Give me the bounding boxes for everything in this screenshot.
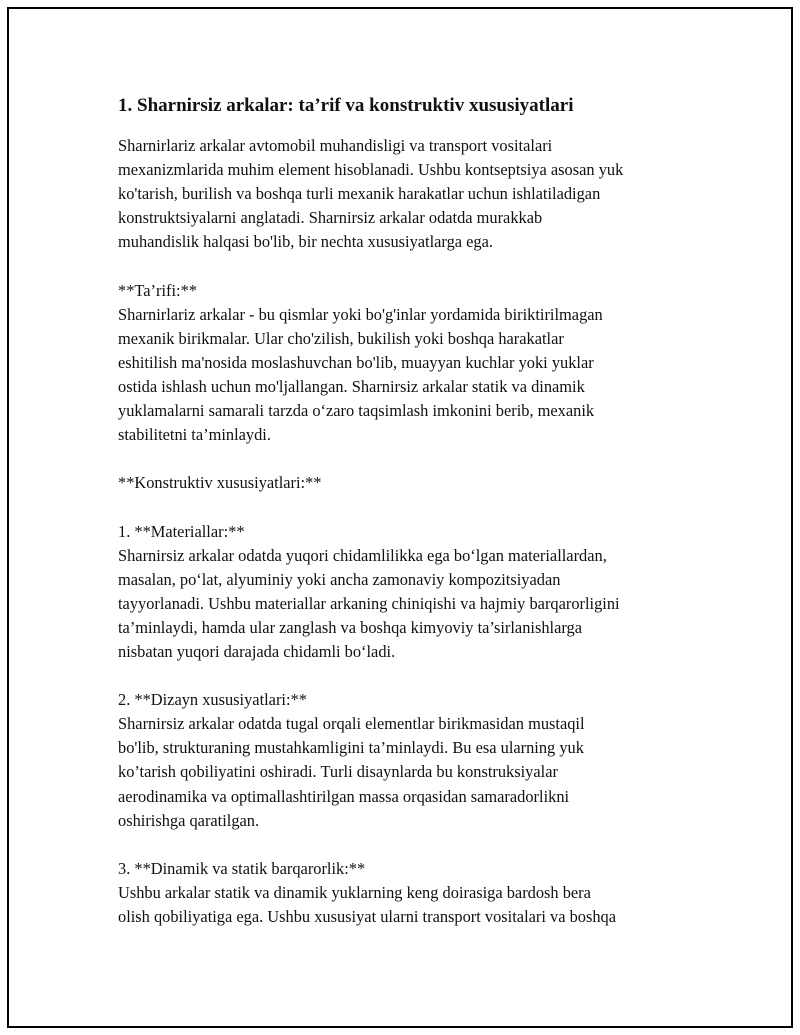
item-heading-design: 2. **Dizayn xususiyatlari:**	[118, 690, 307, 710]
paragraph-gap	[118, 254, 698, 278]
intro-paragraph: Sharnirlariz arkalar avtomobil muhandisligi va transport vositalari mexanizmlarida muhim element hisoblanadi. Ushbu kontseptsiya asosan yuk ko'tarish, burilish va boshqa turli mexanik harakatlar uchun ishlatiladigan konstruktsiyalarni anglatadi. Sharnirsiz arkalar odatda murakkab muhandislik halqasi bo'lib, bir nechta xususiyatlarga ega.	[118, 136, 624, 252]
item-text-stability: Ushbu arkalar statik va dinamik yuklarning keng doirasiga bardosh bera olish qobiliyatiga ega. Ushbu xususiyat ularni transport vositalari va boshqa	[118, 882, 617, 926]
paragraph-gap	[118, 495, 698, 519]
item-text-materials: Sharnirsiz arkalar odatda yuqori chidamlilikka ega bo‘lgan materiallardan, masalan, po‘lat, alyuminiy yoki ancha zamonaviy kompozitsiyadan tayyorlanadi. Ushbu materiallar arkaning chiniqishi va hajmiy barqarorligini ta’minlaydi, hamda ular zanglash va boshqa kimyoviy ta’sirlanishlarga nisbatan yuqori darajada chidamli bo‘ladi.	[118, 545, 620, 661]
item-heading-materials: 1. **Materiallar:**	[118, 521, 245, 541]
document-text	[118, 134, 698, 929]
paragraph-gap	[118, 447, 698, 471]
item-text-design: Sharnirsiz arkalar odatda tugal orqali elementlar birikmasidan mustaqil bo'lib, strukturaning mustahkamligini ta’minlaydi. Bu esa ularning yuk ko’tarish qobiliyatini oshiradi. Turli disaynlarda bu konstruksiyalar aerodinamika va optimallashtirilgan massa orqasidan samaradorlikni oshirishga qaratilgan.	[118, 714, 585, 830]
item-heading-stability: 3. **Dinamik va statik barqarorlik:**	[118, 858, 366, 878]
definition-paragraph: Sharnirlariz arkalar - bu qismlar yoki bo'g'inlar yordamida biriktirilmagan mexanik birikmalar. Ular cho'zilish, bukilish yoki boshqa harakatlar eshitilish ma'nosida moslashuvchan bo'lib, muayyan kuchlar yoki yuklar ostida ishlash uchun mo'ljallangan. Sharnirsiz arkalar statik va dinamik yuklamalarni samarali tarzda o‘zaro taqsimlash imkonini berib, mexanik stabilitetni ta’minlaydi.	[118, 304, 603, 445]
definition-heading: **Ta’rifi:**	[118, 280, 197, 300]
paragraph-gap	[118, 833, 698, 857]
paragraph-gap	[118, 664, 698, 688]
document-title: 1. Sharnirsiz arkalar: ta’rif va konstruktiv xususiyatlari	[118, 95, 574, 116]
document-body	[118, 92, 698, 929]
features-heading: **Konstruktiv xususiyatlari:**	[118, 473, 322, 493]
